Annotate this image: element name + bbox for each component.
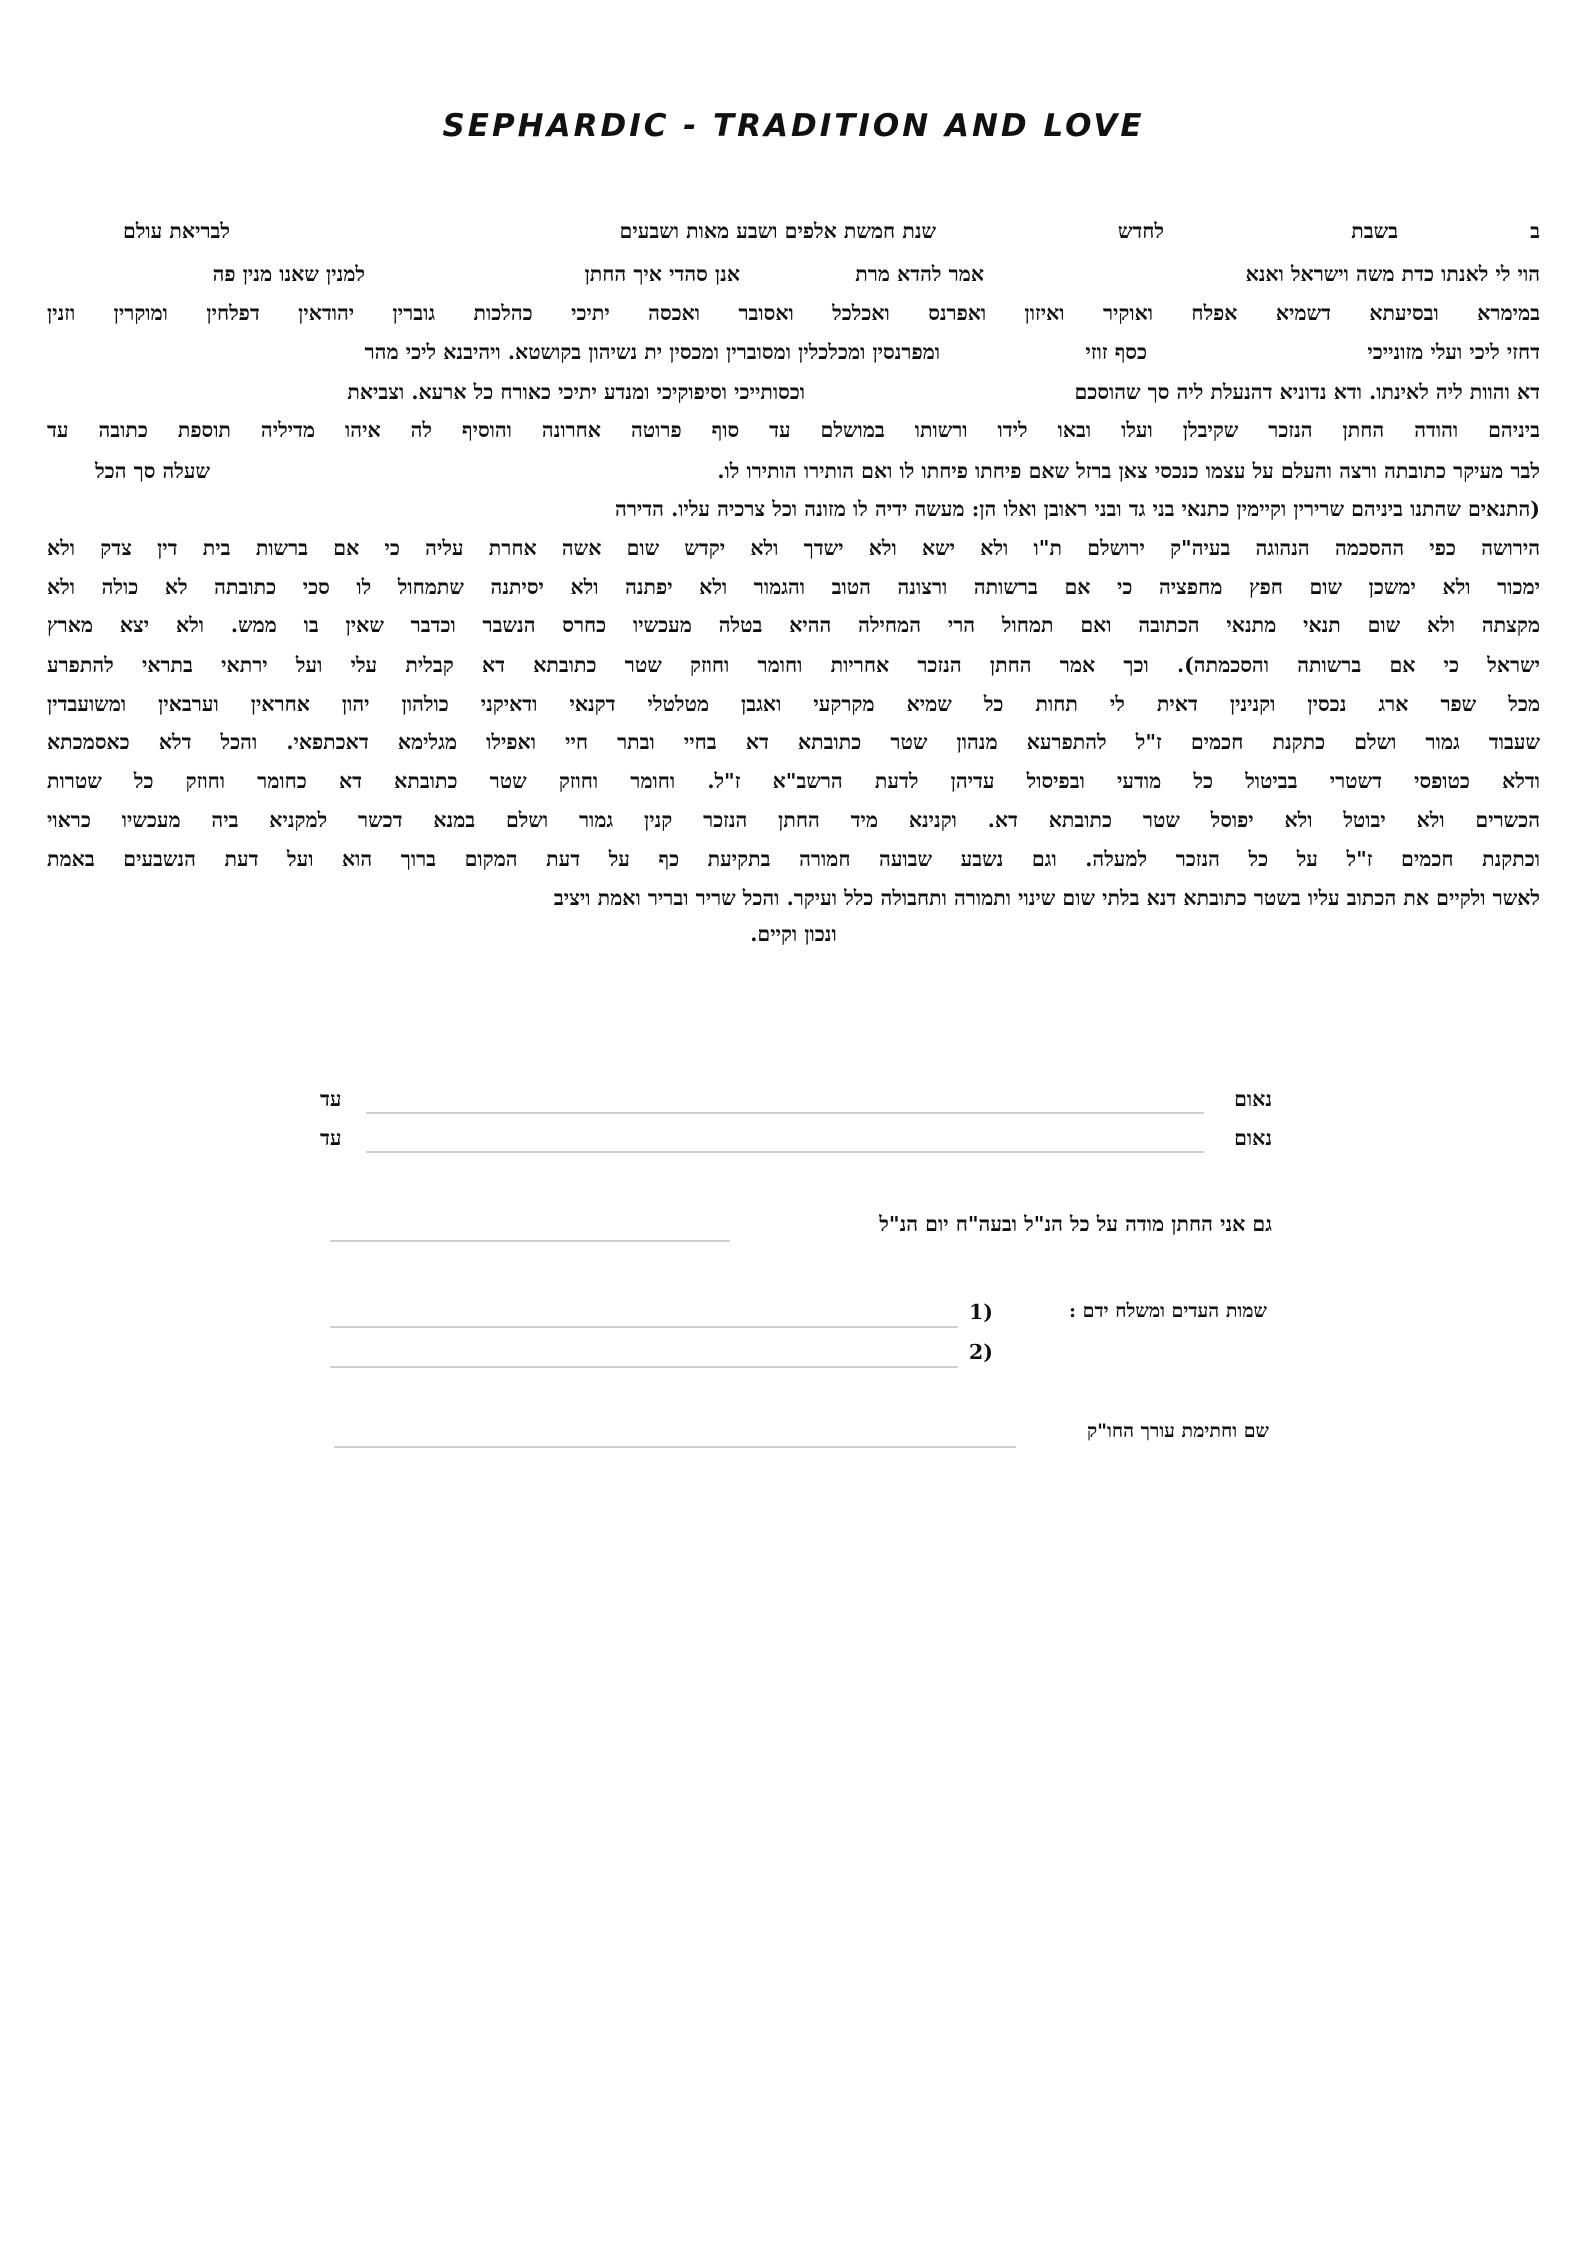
text-line-2: הוי לי לאנתו כדת משה וישראל ואנא אמר להדא מרת אנן סהדי איך החתן למנין שאנו מנין פה <box>212 262 1540 286</box>
officiant-label: שם וחתימת עורך החו"ק <box>1086 1420 1269 1442</box>
text-line-17: וכתקנת חכמים ז"ל על כל הנזכר למעלה. וגם נשבע שבועה חמורה בתקיעת כף על דעת המקום ברוך הוא ועל דעת הנשבעים באמת <box>47 847 1540 871</box>
witness-number-2: 2) <box>969 1340 993 1364</box>
groom-signature-line[interactable] <box>330 1240 730 1242</box>
text-line-16: הכשרים ולא יבוטל ולא יפוסל שטר כתובתא דא. וקנינא מיד החתן הנזכר קנין גמור ושלם במנא דכשר למקניא ביה מעכשיו כראוי <box>47 808 1540 832</box>
text-line-13: מכל שפר ארג נכסין וקנינין דאית לי תחות כל שמיא מקרקעי ואגבן מטלטלי דקנאי ודאיקני כולהון יהון אחראין וערבאין ומשועבדין <box>47 692 1540 716</box>
document-title: SEPHARDIC - TRADITION AND LOVE <box>442 108 1145 144</box>
witness-name-1-line[interactable] <box>330 1326 958 1328</box>
witness-names-label: שמות העדים ומשלח ידם : <box>1069 1300 1267 1322</box>
witness-number-1: 1) <box>969 1300 993 1324</box>
witness-1-suffix: עד <box>320 1087 342 1111</box>
text-line-10: ימכור ולא ימשכן שום חפץ מחפציה כי אם ברשותה ורצונה הטוב והגמור ולא יפתנה ולא יסיתנה שתמחול לו סכי כתובתה לא כולה ולא <box>47 575 1540 599</box>
text-line-3: במימרא ובסיעתא דשמיא אפלח ואוקיר ואיזון ואפרנס ואכלכל ואסובר ואכסה יתיכי כהלכות גוברין יהודאין דפלחין ומוקרין וזנין <box>47 301 1540 325</box>
officiant-signature-line[interactable] <box>334 1446 1016 1448</box>
text-line-19: ונכון וקיים. <box>750 922 837 946</box>
text-line-6: ביניהם והודה החתן הנזכר שקיבלן ועלו ובאו לידו ורשותו במושלם עד סוף פרוטה אחרונה והוסיף לה איהו מדיליה תוספת כתובה עד <box>47 418 1540 442</box>
date-year: שנת חמשת אלפים ושבע מאות ושבעים <box>619 219 936 243</box>
groom-confirmation-label: גם אני החתן מודה על כל הנ"ל ובעה"ח יום הנ"ל <box>879 1212 1272 1236</box>
date-line <box>47 213 1540 249</box>
date-lachodesh: לחדש <box>1117 219 1164 243</box>
date-libriat: לבריאת עולם <box>123 219 230 243</box>
witness-2-prefix: נאום <box>1234 1126 1272 1150</box>
witness-1-signature-line[interactable] <box>366 1112 1204 1114</box>
witness-2-signature-line[interactable] <box>366 1151 1204 1153</box>
text-line-12: ישראל כי אם ברשותה והסכמתה). וכך אמר החתן הנזכר אחריות וחומר וחוזק שטר כתובתא דא קבלית עלי ועל ירתאי בתראי להתפרע <box>47 653 1540 677</box>
text-line-11: מקצתה ולא שום תנאי מתנאי הכתובה ואם תמחול הרי המחילה ההיא בטלה מעכשיו כחרס הנשבר וכדבר שאין בו ממש. ולא יצא מארץ <box>47 613 1540 637</box>
text-line-14: שעבוד גמור ושלם כתקנת חכמים ז"ל להתפרעא מנהון שטר כתובתא דא בחיי ובתר חיי ואפילו מגלימא דאכתפאי. והכל דלא כאסמכתא <box>47 730 1540 754</box>
text-line-15: ודלא כטופסי דשטרי בביטול כל מודעי ובפיסול עדיהן לדעת הרשב"א ז"ל. וחומר וחוזק שטר כתובתא דא כחומר וחוזק כל שטרות <box>47 769 1540 793</box>
text-line-9: הירושה כפי ההסכמה הנהוגה בעיה"ק ירושלם ת"ו ולא ישא ולא ישדך ולא יקדש שום אשה אחרת עליה כי אם ברשות בית דין צדק ולא <box>47 536 1540 560</box>
text-line-5: דא והוות ליה לאינתו. ודא נדוניא דהנעלת ליה סך שהוסכם וכסותייכי וסיפוקיכי ומנדע יתיכי כאורח כל ארעא. וצביאת <box>347 380 1540 404</box>
witness-1-prefix: נאום <box>1234 1087 1272 1111</box>
text-line-4: דחזי ליכי ועלי מזונייכי כסף זוזי ומפרנסין ומכלכלין ומסוברין ומכסין ית נשיהון בקושטא. ויהיבנא ליכי מהר <box>364 340 1540 364</box>
text-line-8: (התנאים שהתנו ביניהם שרירין וקיימין כתנאי בני גד ובני ראובן ואלו הן: מעשה ידיה לו מזונה וכל צרכיה עליו. הדירה <box>615 497 1540 521</box>
text-line-7: לבר מעיקר כתובתה ורצה והעלם על עצמו כנכסי צאן ברזל שאם פיחתו פיחתו לו ואם הותירו הותירו לו. שעלה סך הכל <box>95 459 1540 483</box>
witness-2-suffix: עד <box>320 1126 342 1150</box>
text-line-18: לאשר ולקיים את הכתוב עליו בשטר כתובתא דנא בלתי שום שינוי ותמורה ותחבולה כלל ועיקר. והכל שריר ובריר ואמת ויציב <box>553 886 1540 910</box>
witness-name-2-line[interactable] <box>330 1366 958 1368</box>
date-b: ב <box>1530 219 1540 243</box>
date-beshabbat: בשבת <box>1351 219 1398 243</box>
